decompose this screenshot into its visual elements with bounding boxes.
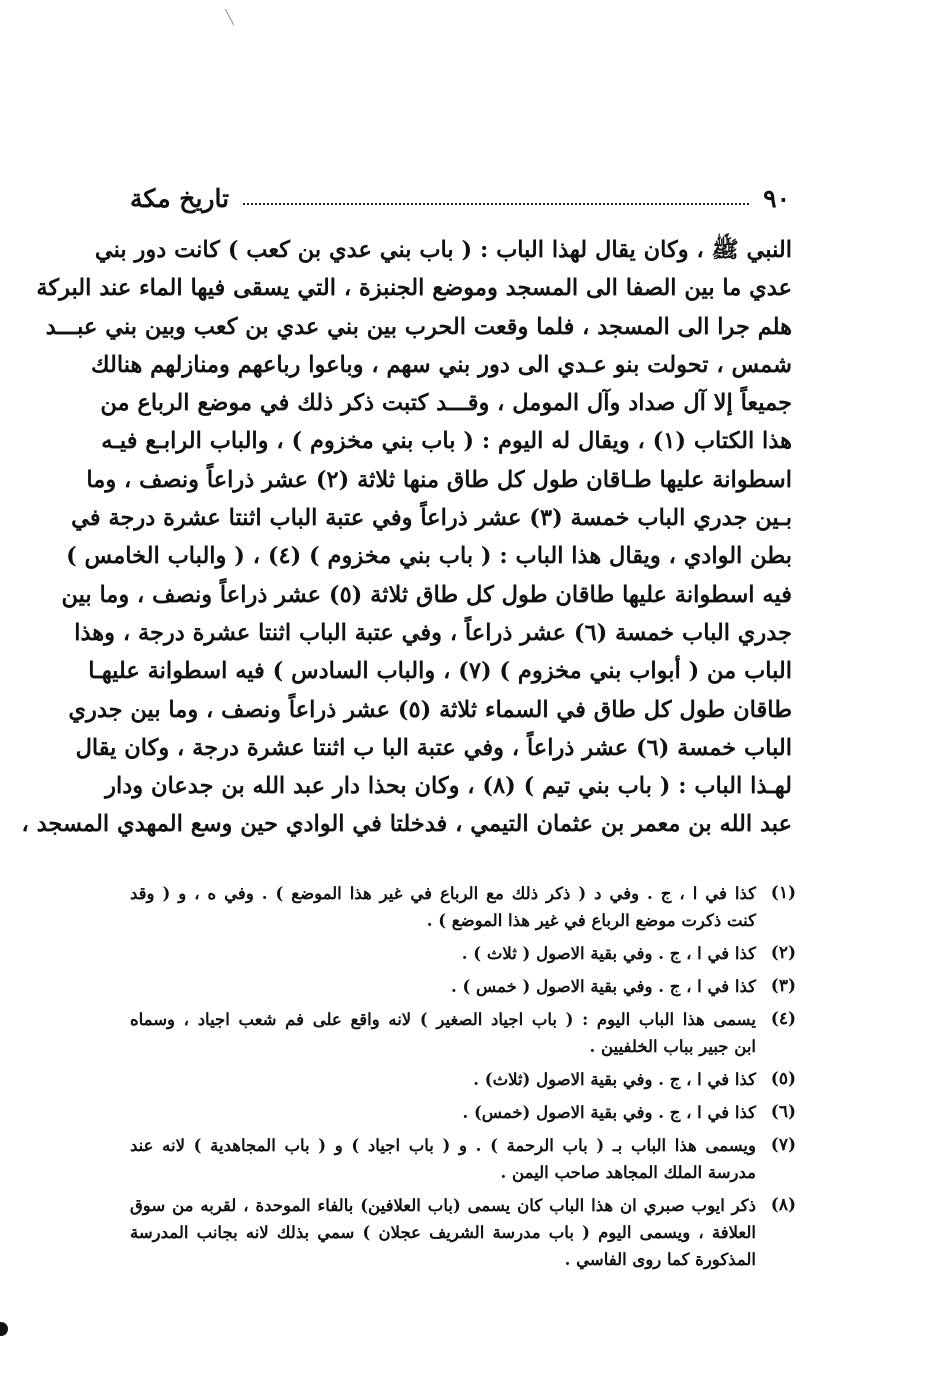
footnote-number: (١) <box>770 883 796 903</box>
footnote <box>130 1006 796 1060</box>
footnote <box>130 880 796 934</box>
text-line: الباب خمسة (٦) عشر ذراعاً ، وفي عتبة البا ب اثنتا عشرة درجة ، وكان يقال <box>75 734 792 761</box>
text-line: جميعاً إلا آل صداد وآل المومل ، وقـــد كتبت ذكر ذلك في موضع الرباع من <box>100 390 792 417</box>
footnote-text: ابن جبير بباب الخلفيين . <box>589 1037 756 1056</box>
footnote-text: كذا في ا ، ج . وفي بقية الاصول (خمس) . <box>462 1103 756 1122</box>
footnote-number: (٤) <box>770 1009 796 1029</box>
text-line: الباب من ( أبواب بني مخزوم ) (٧) ، والباب السادس ) فيه اسطوانة عليهـا <box>88 658 792 685</box>
text-line: لهـذا الباب : ( باب بني تيم ) (٨) ، وكان بحذا دار عبد الله بن جدعان ودار <box>105 773 792 800</box>
text-line: اسطوانة عليها طـاقان طول كل طاق منها ثلاثة (٢) عشر ذراعاً ونصف ، وما <box>86 466 792 493</box>
footnote <box>130 1192 796 1273</box>
footnote-text: كذا في ا ، ج . وفي بقية الاصول (ثلاث) . <box>473 1070 756 1089</box>
text-line: بطن الوادي ، ويقال هذا الباب : ( باب بني مخزوم ) (٤) ، ( والباب الخامس ) <box>66 543 792 570</box>
edge-ink-mark <box>0 1322 8 1336</box>
footnote-text: يسمى هذا الباب اليوم : ( باب اجياد الصغير ) لانه واقع على فم شعب اجياد ، وسماه <box>130 1010 756 1029</box>
text-line: جدري الباب خمسة (٦) عشر ذراعاً ، وفي عتبة الباب اثنتا عشرة درجة ، وهذا <box>74 619 792 646</box>
text-line: هذا الكتاب (١) ، ويقال له اليوم : ( باب بني مخزوم ) ، والباب الرابـع فيـه <box>101 428 792 455</box>
footnote-text: العلافة ، ويسمى اليوم ( باب مدرسة الشريف عجلان ) سمي بذلك لانه بجانب المدرسة <box>130 1223 756 1242</box>
footnote-number: (٥) <box>770 1069 796 1089</box>
text-line: فيه اسطوانة عليها طاقان طول كل طاق ثلاثة (٥) عشر ذراعاً ونصف ، وما بين <box>61 581 792 608</box>
footnote-text: ويسمى هذا الباب بـ ( باب الرحمة ) . و ( باب اجياد ) و ( باب المجاهدية ) لانه عند <box>130 1136 756 1155</box>
footnote <box>130 1099 796 1126</box>
footnote-number: (٢) <box>770 943 796 963</box>
footnote-number: (٧) <box>770 1135 796 1155</box>
text-line: هلم جرا الى المسجد ، فلما وقعت الحرب بين بني عدي بن كعب وبين بني عبـــد <box>45 313 792 340</box>
text-line: طاقان طول كل طاق في السماء ثلاثة (٥) عشر ذراعاً ونصف ، وما بين جدري <box>68 696 792 723</box>
dotted-leader <box>243 203 749 205</box>
footnotes <box>130 880 796 1279</box>
text-line: عدي ما بين الصفا الى المسجد وموضع الجنبزة ، التي يسقى فيها الماء عند البركة <box>36 275 792 302</box>
running-title: تاريخ مكة <box>130 183 230 213</box>
footnote-text: كذا في ا ، ج . وفي د ( ذكر ذلك مع الرباع في غير هذا الموضع ) . وفي ه ، و ( وقد <box>130 884 756 903</box>
footnote-number: (٨) <box>770 1195 796 1215</box>
footnote-text: كنت ذكرت موضع الرباع في غير هذا الموضع ) . <box>426 911 756 930</box>
footnote-number: (٦) <box>770 1102 796 1122</box>
footnote <box>130 940 796 967</box>
page-number: ٩٠ <box>763 183 790 213</box>
footnote <box>130 1066 796 1093</box>
text-line: عبد الله بن معمر بن عثمان التيمي ، فدخلتا في الوادي حين وسع المهدي المسجد ، <box>21 811 792 838</box>
footnote-number: (٣) <box>770 976 796 996</box>
footnote-text: كذا في ا ، ج . وفي بقية الاصول ( ثلاث ) . <box>461 944 756 963</box>
footnote-text: مدرسة الملك المجاهد صاحب اليمن . <box>500 1163 756 1182</box>
footnote-text: كذا في ا ، ج . وفي بقية الاصول ( خمس ) . <box>450 977 756 996</box>
text-line: النبي ﷺ ، وكان يقال لهذا الباب : ( باب بني عدي بن كعب ) كانت دور بني <box>94 237 792 263</box>
footnote-text: المذكورة كما روى الفاسي . <box>564 1250 756 1269</box>
scan-artifact <box>225 9 234 25</box>
text-line: شمس ، تحولت بنو عـدي الى دور بني سهم ، وباعوا رباعهم ومنازلهم هنالك <box>91 351 792 378</box>
text-line: بـين جدري الباب خمسة (٣) عشر ذراعاً وفي عتبة الباب اثنتا عشرة درجة في <box>71 505 792 532</box>
footnote <box>130 973 796 1000</box>
footnote <box>130 1132 796 1186</box>
main-text <box>21 231 792 844</box>
page-header <box>130 178 790 218</box>
footnote-text: ذكر ايوب صبري ان هذا الباب كان يسمى (باب العلافين) بالفاء الموحدة ، لقربه من سوق <box>130 1196 756 1215</box>
